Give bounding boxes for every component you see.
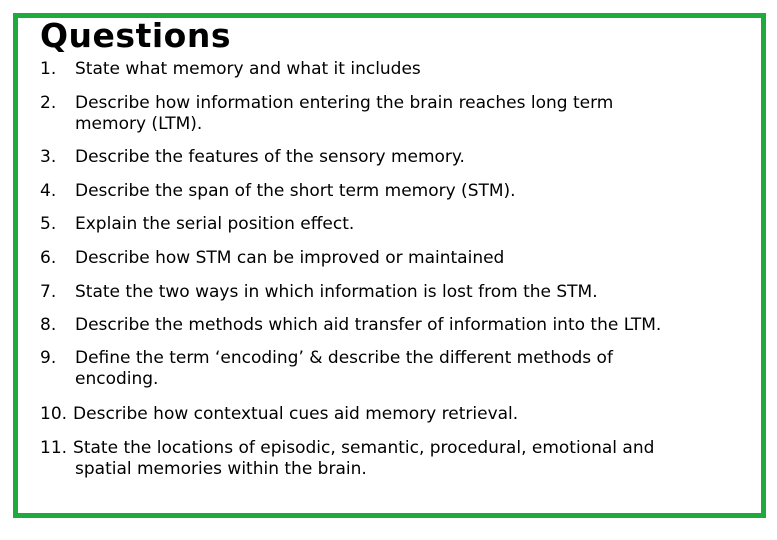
question-text: State what memory and what it includes <box>75 59 421 79</box>
question-number: 6. <box>40 248 57 268</box>
question-number: 7. <box>40 282 57 302</box>
question-text: State the two ways in which information is lost from the STM. <box>75 282 598 302</box>
question-text: Explain the serial position effect. <box>75 214 355 234</box>
question-text: Define the term ‘encoding’ & describe the different methods of <box>75 348 613 368</box>
question-4 <box>40 181 760 202</box>
question-text: Describe how information entering the brain reaches long term <box>75 93 614 113</box>
question-number: 10. <box>40 404 68 424</box>
page-title: Questions <box>40 16 231 55</box>
question-8 <box>40 315 760 336</box>
question-11 <box>40 438 760 480</box>
question-text: Describe the span of the short term memory (STM). <box>75 181 516 201</box>
question-text: State the locations of episodic, semantic, procedural, emotional and <box>73 438 655 458</box>
question-number: 9. <box>40 348 57 368</box>
question-7 <box>40 282 760 303</box>
question-number: 3. <box>40 147 57 167</box>
question-text-continued: memory (LTM). <box>75 114 203 134</box>
question-text: Describe how STM can be improved or maintained <box>75 248 505 268</box>
question-text: Describe the features of the sensory memory. <box>75 147 465 167</box>
question-text: Describe the methods which aid transfer of information into the LTM. <box>75 315 662 335</box>
question-number: 11. <box>40 438 68 458</box>
question-number: 4. <box>40 181 57 201</box>
question-text: Describe how contextual cues aid memory retrieval. <box>73 404 519 424</box>
question-5 <box>40 214 760 235</box>
question-3 <box>40 147 760 168</box>
question-number: 8. <box>40 315 57 335</box>
question-number: 2. <box>40 93 57 113</box>
question-number: 1. <box>40 59 57 79</box>
question-text-continued: spatial memories within the brain. <box>75 459 367 479</box>
question-6 <box>40 248 760 269</box>
question-1 <box>40 59 760 80</box>
question-text-continued: encoding. <box>75 369 159 389</box>
question-10 <box>40 404 760 425</box>
question-number: 5. <box>40 214 57 234</box>
question-9 <box>40 348 760 390</box>
question-2 <box>40 93 760 135</box>
